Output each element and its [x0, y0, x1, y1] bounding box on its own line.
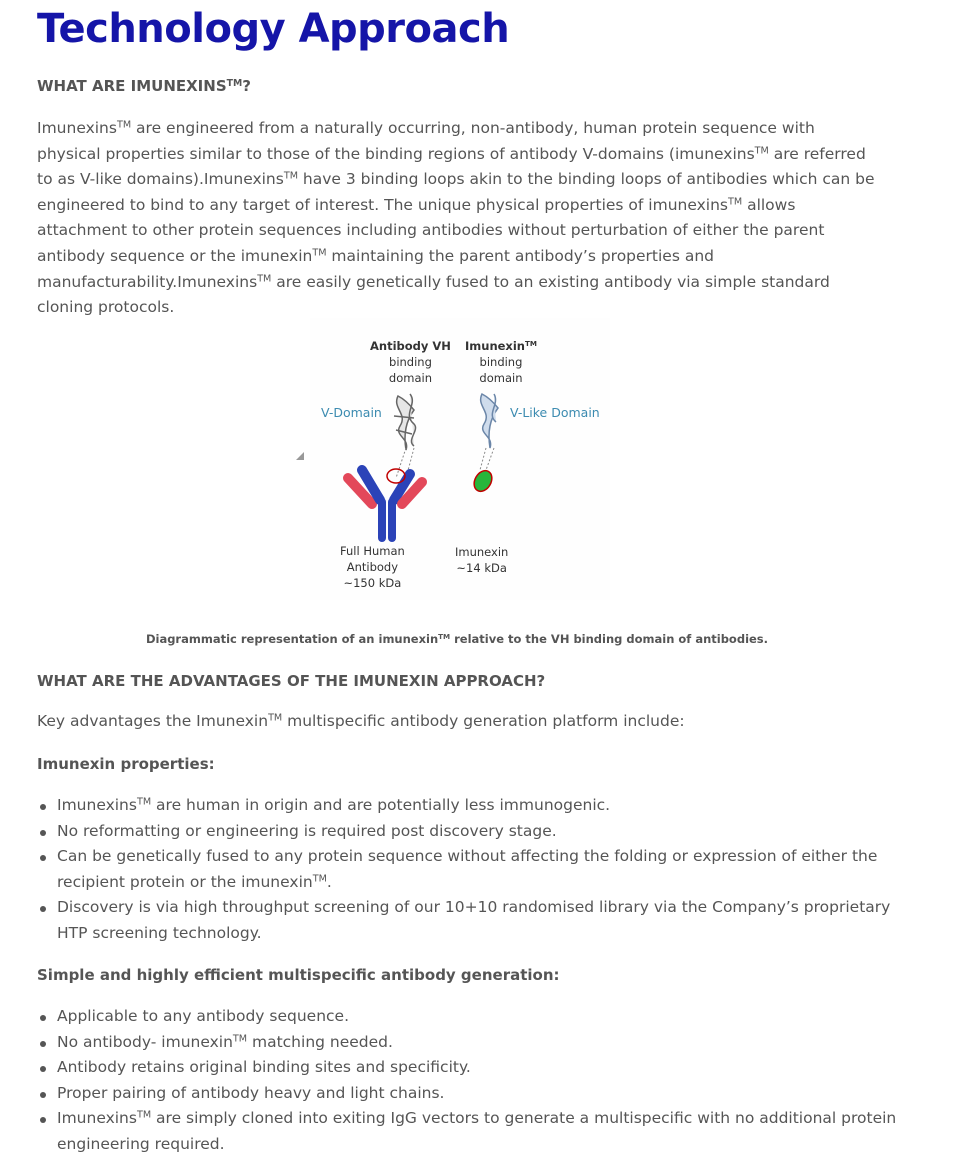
v-like-domain-label: V-Like Domain: [510, 405, 600, 420]
full-antibody-label: Full Human Antibody ~150 kDa: [340, 544, 405, 590]
list-item: Proper pairing of antibody heavy and light chains.: [57, 1081, 897, 1107]
image-resize-handle[interactable]: [296, 452, 304, 460]
heading-text: WHAT ARE IMUNEXINS: [37, 77, 227, 95]
imunexin-ribbon: [481, 394, 498, 448]
list-item: No reformatting or engineering is required post discovery stage.: [57, 819, 897, 845]
page-title: Technology Approach: [37, 6, 510, 52]
list-item: Imunexins™ are simply cloned into exiting IgG vectors to generate a multispecific with no additional protein engineering required.: [57, 1106, 897, 1157]
imunexin-connector: [480, 448, 486, 470]
vh-domain-ribbon: [394, 394, 416, 450]
heading-text-end: ?: [242, 77, 251, 95]
figure-caption: Diagrammatic representation of an imunexin™ relative to the VH binding domain of antibodies.: [145, 632, 769, 646]
list-item: Imunexins™ are human in origin and are potentially less immunogenic.: [57, 793, 897, 819]
antibody-vh-label: Antibody VH binding domain: [370, 339, 451, 385]
list-item: Discovery is via high throughput screening of our 10+10 randomised library via the Company’s proprietary HTP screening technology.: [57, 895, 897, 946]
properties-list: [37, 793, 897, 947]
section-heading-advantages: WHAT ARE THE ADVANTAGES OF THE IMUNEXIN APPROACH?: [37, 672, 546, 690]
generation-heading: Simple and highly efficient multispecific antibody generation:: [37, 966, 560, 984]
v-domain-label: V-Domain: [321, 405, 382, 420]
imunexin-oval: [471, 467, 496, 494]
properties-heading: Imunexin properties:: [37, 755, 215, 773]
imunexin-size-label: Imunexin ~14 kDa: [455, 545, 509, 575]
tm-mark: TM: [226, 77, 243, 89]
advantages-intro: Key advantages the Imunexin™ multispecific antibody generation platform include:: [37, 712, 685, 730]
list-item: Applicable to any antibody sequence.: [57, 1004, 897, 1030]
imunexin-binding-label: Imunexin™ binding domain: [465, 339, 537, 385]
list-item: Can be genetically fused to any protein sequence without affecting the folding or expression of either the recipient protein or the imunexin™.: [57, 844, 897, 895]
diagram-figure: [310, 318, 610, 600]
list-item: No antibody- imunexin™ matching needed.: [57, 1030, 897, 1056]
list-item: Antibody retains original binding sites and specificity.: [57, 1055, 897, 1081]
antibody-y-shape: [348, 469, 422, 538]
intro-paragraph: Imunexins™ are engineered from a naturally occurring, non-antibody, human protein sequence with physical properties similar to those of the binding regions of antibody V-domains (imunexins™ are referred to as V-like domains).Imunexins™ have 3 binding loops akin to the binding loops of antibodies which can be engineered to bind to any target of interest. The unique physical properties of imunexins™ allows attachment to other protein sequences including antibodies without perturbation of either the parent antibody sequence or the imunexin™ maintaining the parent antibody’s properties and manufacturability.Imunexins™ are easily genetically fused to an existing antibody via simple standard cloning protocols.: [37, 119, 875, 317]
section-heading-what-are-imunexins: [37, 77, 251, 95]
generation-list: [37, 1004, 897, 1158]
